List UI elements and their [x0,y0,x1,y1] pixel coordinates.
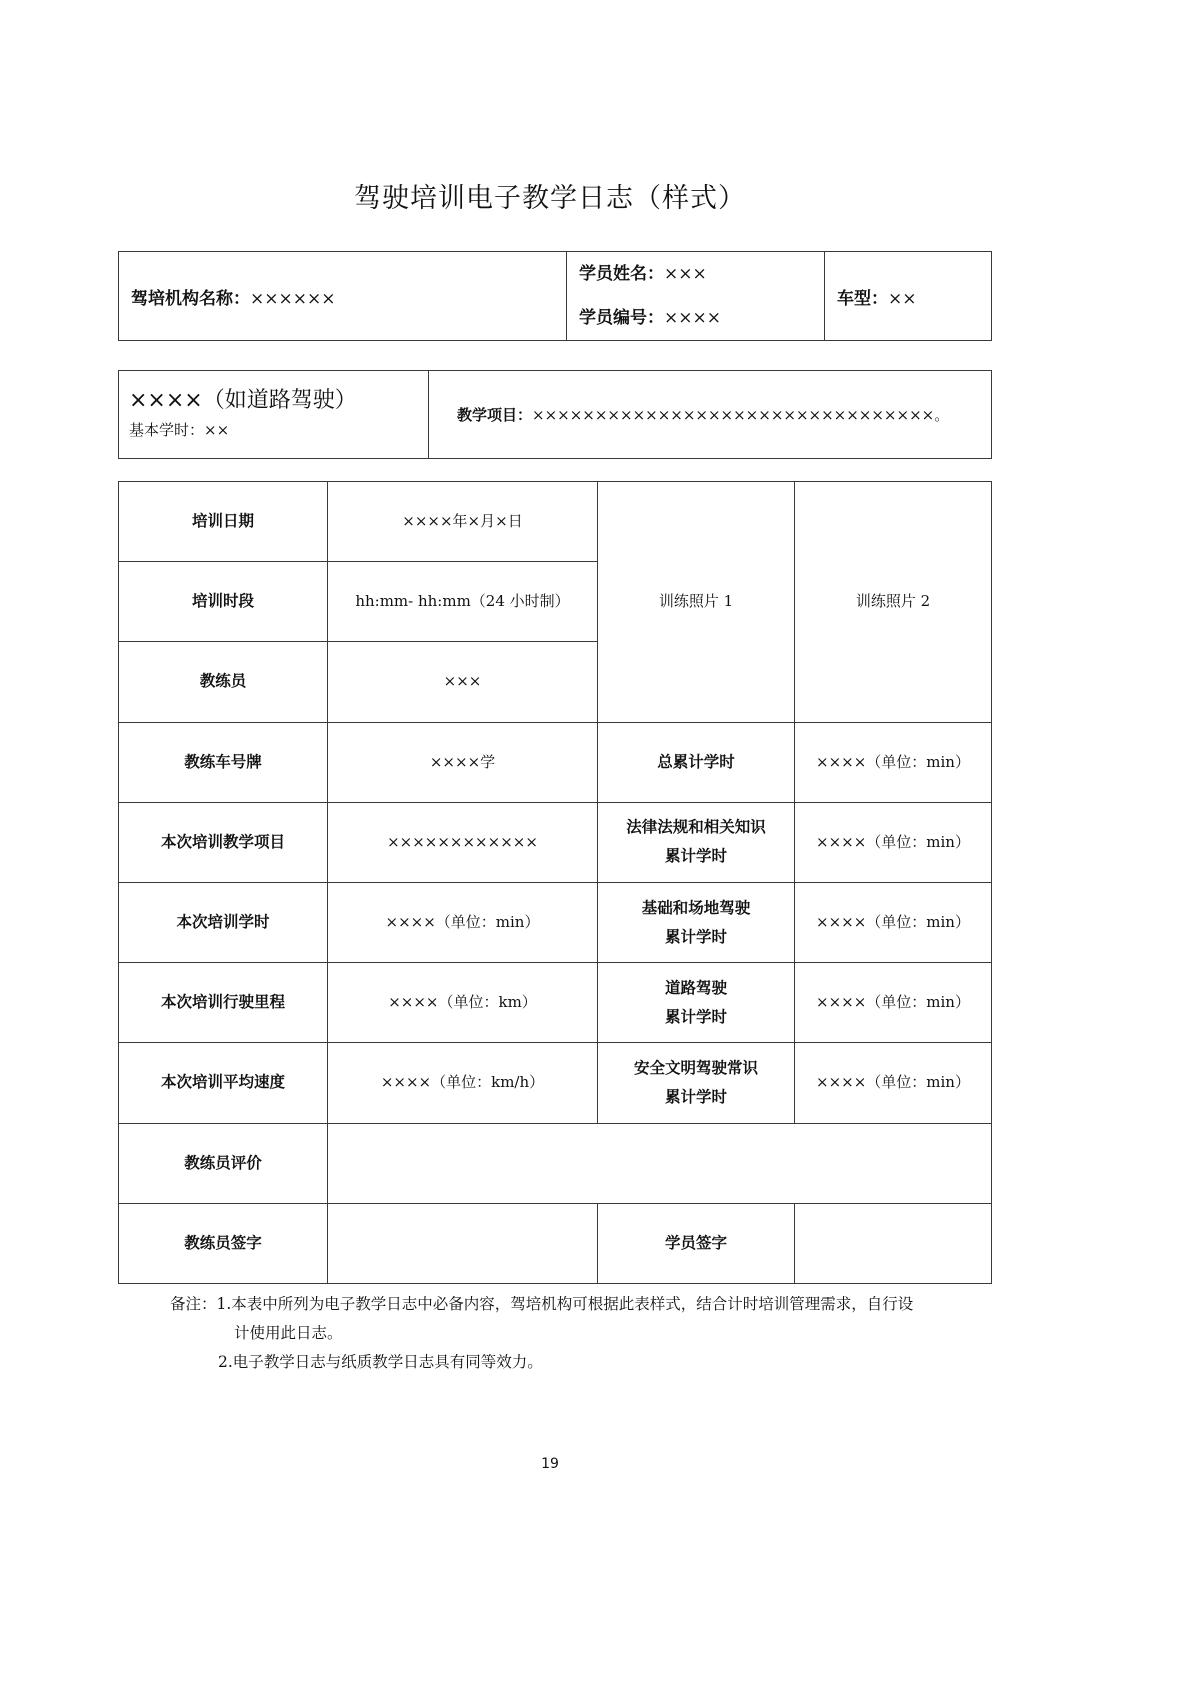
basic-hours-label: 基本学时： [129,420,205,439]
note-line-1: 备注：1.本表中所列为电子教学日志中必备内容，驾培机构可根据此表样式，结合计时培训管理需求，自行设 [170,1295,914,1313]
table-row [119,882,992,962]
student-sign-label: 学员签字 [598,1203,795,1283]
safety-hours-value: ××××（单位：min） [795,1043,992,1123]
note-line-3: 2.电子教学日志与纸质教学日志具有同等效力。 [218,1353,543,1371]
table-row [119,963,992,1043]
evaluation-field[interactable] [328,1123,992,1203]
total-hours-value: ××××（单位：min） [795,722,992,802]
teaching-items-label: 教学项目： [457,406,533,424]
plate-value: ××××学 [328,722,598,802]
table-row [119,1043,992,1123]
student-cell [567,252,825,341]
mileage-label: 本次培训行驶里程 [119,963,328,1043]
student-id-label: 学员编号： [579,308,664,328]
speed-label: 本次培训平均速度 [119,1043,328,1123]
teaching-items-cell [429,371,992,459]
mileage-value: ××××（单位：km） [328,963,598,1043]
student-name-label: 学员姓名： [579,264,664,284]
table-row [119,482,992,562]
date-value: ××××年×月×日 [328,482,598,562]
log-table [118,481,992,1284]
car-type-value: ×× [888,288,917,309]
basic-hours-value: ××××（单位：min） [795,882,992,962]
law-hours-label: 法律法规和相关知识 累计学时 [598,802,795,882]
document-title: 驾驶培训电子教学日志（样式） [354,183,746,214]
period-label: 培训时段 [119,562,328,642]
photo-1: 训练照片 1 [598,482,795,723]
table-row [119,1203,992,1283]
coach-sign-label: 教练员签字 [119,1203,328,1283]
school-cell [119,252,567,341]
student-sign-field[interactable] [795,1203,992,1283]
coach-sign-field[interactable] [328,1203,598,1283]
car-type-cell [825,252,992,341]
teaching-items-value: ××××××××××××××××××××××××××××××××。 [532,406,950,424]
items-value: ×××××××××××× [328,802,598,882]
course-cell [119,371,429,459]
period-value: hh:mm- hh:mm（24 小时制） [328,562,598,642]
speed-value: ××××（单位：km/h） [328,1043,598,1123]
road-hours-label: 道路驾驶 累计学时 [598,963,795,1043]
table-row [119,802,992,882]
items-label: 本次培训教学项目 [119,802,328,882]
notes [170,1290,990,1377]
total-hours-label: 总累计学时 [598,722,795,802]
header-info-table [118,251,992,341]
school-value: ×××××× [250,288,336,309]
session-hours-label: 本次培训学时 [119,882,328,962]
safety-hours-label: 安全文明驾驶常识 累计学时 [598,1043,795,1123]
plate-label: 教练车号牌 [119,722,328,802]
basic-hours-value: ×× [204,420,230,439]
session-hours-value: ××××（单位：min） [328,882,598,962]
road-hours-value: ××××（单位：min） [795,963,992,1043]
note-line-2: 计使用此日志。 [234,1324,343,1342]
student-id-value: ×××× [664,308,721,328]
course-table [118,370,992,459]
course-name: ××××（如道路驾驶） [129,387,357,413]
basic-hours-label: 基础和场地驾驶 累计学时 [598,882,795,962]
coach-value: ××× [328,642,598,722]
student-name-value: ××× [664,264,707,284]
law-hours-value: ××××（单位：min） [795,802,992,882]
evaluation-label: 教练员评价 [119,1123,328,1203]
school-label: 驾培机构名称： [131,288,250,309]
car-type-label: 车型： [837,288,888,309]
table-row [119,722,992,802]
page-number: 19 [541,1456,559,1472]
photo-2: 训练照片 2 [795,482,992,723]
date-label: 培训日期 [119,482,328,562]
table-row [119,1123,992,1203]
coach-label: 教练员 [119,642,328,722]
